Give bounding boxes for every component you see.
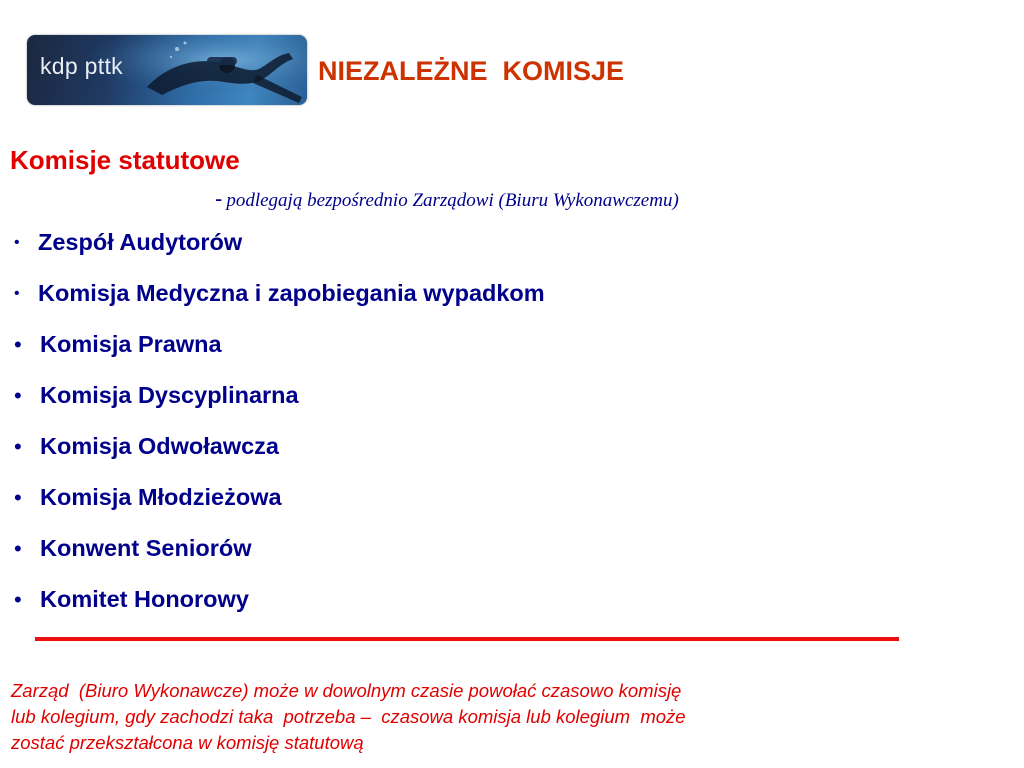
logo-text: kdp pttk [40,53,123,79]
footnote [11,678,1011,756]
list-item [14,331,222,358]
footnote-line: lub kolegium, gdy zachodzi taka potrzeba – czasowa komisja lub kolegium może [11,706,686,727]
list-item-label: Komisja Młodzieżowa [40,484,282,510]
list-item [14,484,282,511]
bullet-icon: • [14,233,20,251]
list-item [14,535,252,562]
section-heading: Komisje statutowe [10,145,240,175]
list-item [14,229,242,256]
list-item [14,433,279,460]
list-item [14,280,545,307]
slide-title: NIEZALEŻNE KOMISJE [318,56,625,86]
footnote-line: Zarząd (Biuro Wykonawcze) może w dowolnym czasie powołać czasowo komisję [11,680,682,701]
list-item-label: Komitet Honorowy [40,586,249,612]
bullet-icon: • [14,331,22,357]
list-item-label: Konwent Seniorów [40,535,252,561]
list-item-label: Zespół Audytorów [38,229,243,255]
section-subtitle [215,186,679,212]
kdp-pttk-logo [27,35,307,105]
list-item [14,586,249,613]
divider [35,637,899,641]
subtitle-text: podlegają bezpośrednio Zarządowi (Biuru Wykonawczemu) [226,190,679,211]
footnote-line: zostać przekształcona w komisję statutową [11,732,364,753]
bullet-icon: • [14,433,22,459]
subtitle-dash: - [215,186,223,211]
list-item-label: Komisja Odwoławcza [40,433,279,459]
bullet-icon: • [14,586,22,612]
bullet-icon: • [14,484,22,510]
list-item-label: Komisja Medyczna i zapobiegania wypadkom [38,280,545,306]
bullet-icon: • [14,284,20,302]
bullet-icon: • [14,382,22,408]
bullet-icon: • [14,535,22,561]
list-item-label: Komisja Dyscyplinarna [40,382,299,408]
list-item [14,382,299,409]
list-item-label: Komisja Prawna [40,331,222,357]
